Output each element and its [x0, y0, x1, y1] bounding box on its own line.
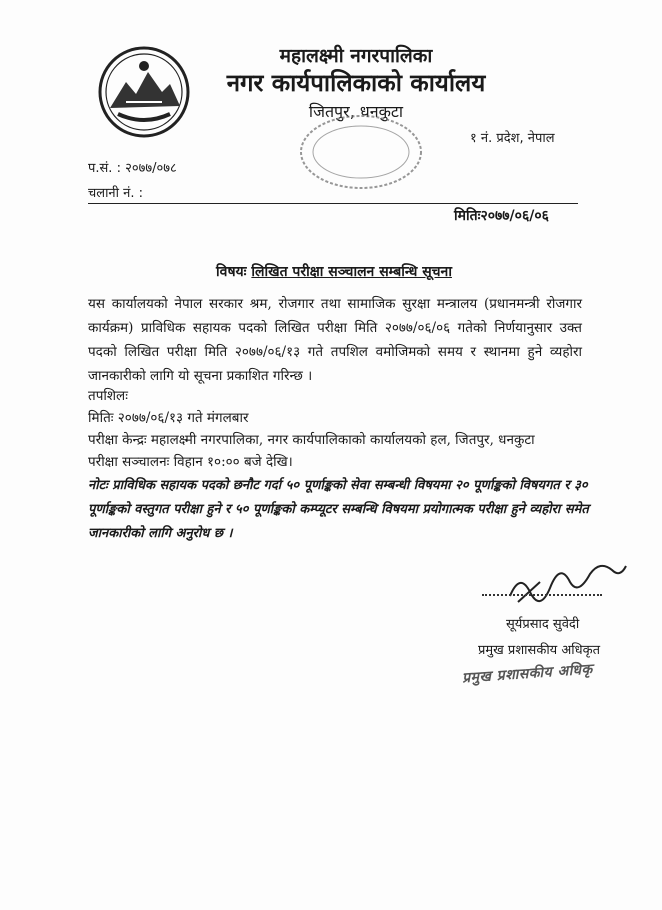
- exam-centre: परीक्षा केन्द्रः महालक्ष्मी नगरपालिका, नगर कार्यपालिकाको कार्यालयको हल, जितपुर, धनकुटा: [88, 432, 535, 448]
- nepal-government-emblem-icon: [96, 44, 192, 140]
- date-value: २०७७/०६/०६: [480, 208, 549, 224]
- reference-number: [88, 158, 177, 176]
- office-name: नगर कार्यपालिकाको कार्यालय: [226, 69, 486, 97]
- subject-value: लिखित परीक्षा सञ्चालन सम्बन्धि सूचना: [251, 264, 452, 280]
- date-label: मितिः: [454, 208, 481, 224]
- exam-time: परीक्षा सञ्चालनः विहान १०:०० बजे देखि।: [88, 454, 293, 470]
- dispatch-number-label: चलानी नं. :: [88, 186, 144, 201]
- reference-number-value: २०७७/०७८: [125, 161, 177, 176]
- office-seal-icon: [296, 112, 426, 192]
- details-heading: तपशिलः: [88, 388, 128, 404]
- signatory-name: सूर्यप्रसाद सुवेदी: [506, 617, 580, 632]
- dispatch-number: [88, 183, 143, 201]
- header-divider: [88, 203, 578, 204]
- letter-date: [454, 206, 549, 225]
- notice-paragraph: यस कार्यालयको नेपाल सरकार श्रम, रोजगार तथा सामाजिक सुरक्षा मन्त्रालय (प्रधानमन्त्री रोजगार कार्यक्रम) प्राविधिक सहायक पदको लिखित परीक्षा मिति २०७७/०६/०६ गतेको निर्णयानुसार उक्त पदको लिखित परीक्षा मिति २०७७/०६/१३ गते तपशिल वमोजिमको समय र स्थानमा हुने व्यहोरा जानकारीको लागि यो सूचना प्रकाशित गरिन्छ ।: [88, 296, 582, 384]
- municipality-name: महालक्ष्मी नगरपालिका: [279, 45, 433, 67]
- province-address: १ नं. प्रदेश, नेपाल: [470, 131, 555, 146]
- exam-note: नोटः प्राविधिक सहायक पदको छनौट गर्दा ५० पूर्णाङ्कको सेवा सम्बन्धी विषयमा २० पूर्णाङ्कको विषयगत र ३० पूर्णाङ्कको वस्तुगत परीक्षा हुने र ५० पूर्णाङ्कको कम्प्यूटर सम्बन्धि विषयमा प्रयोगात्मक परीक्षा हुने व्यहोरा समेत जानकारीको लागि अनुरोध छ ।: [88, 478, 589, 541]
- reference-number-label: प.सं. :: [88, 161, 121, 176]
- exam-date: मितिः २०७७/०६/१३ गते मंगलबार: [88, 410, 249, 426]
- subject-label: विषयः: [216, 264, 247, 280]
- signatory-title: प्रमुख प्रशासकीय अधिकृत: [478, 643, 601, 658]
- signature-line: [482, 594, 602, 596]
- designation-stamp: प्रमुख प्रशासकीय अधिकृ: [461, 661, 594, 687]
- handwritten-signature: [500, 552, 630, 612]
- office-location: जितपुर, धनकुटा: [308, 102, 404, 121]
- subject-line: [88, 262, 580, 281]
